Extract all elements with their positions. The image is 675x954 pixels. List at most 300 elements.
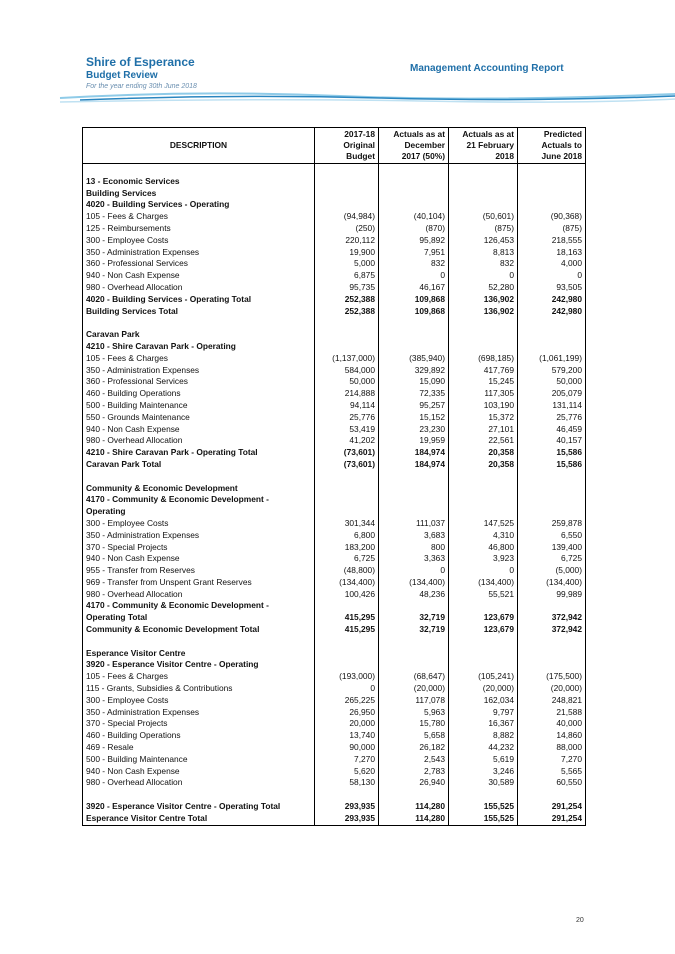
row-value <box>315 659 379 671</box>
row-value: 7,270 <box>315 754 379 766</box>
row-value: 20,358 <box>449 447 518 459</box>
row-value: 40,000 <box>518 718 586 730</box>
col-actuals-december: Actuals as at December 2017 (50%) <box>379 128 449 164</box>
row-value <box>449 317 518 329</box>
row-value <box>518 317 586 329</box>
row-value: 832 <box>449 258 518 270</box>
row-value: 95,257 <box>379 400 449 412</box>
row-value <box>379 659 449 671</box>
table-row <box>83 412 586 424</box>
section-heading-row <box>83 483 586 495</box>
row-value <box>518 176 586 188</box>
row-description: 3920 - Esperance Visitor Centre - Operating Total <box>83 801 315 813</box>
table-row <box>83 400 586 412</box>
row-description: Building Services Total <box>83 306 315 318</box>
section-heading-row <box>83 506 586 518</box>
row-description: 350 - Administration Expenses <box>83 530 315 542</box>
section-heading-row <box>83 341 586 353</box>
row-value: 123,679 <box>449 612 518 624</box>
table-row <box>83 471 586 483</box>
row-value: 8,813 <box>449 247 518 259</box>
row-description: 360 - Professional Services <box>83 376 315 388</box>
row-value: 117,078 <box>379 695 449 707</box>
row-value <box>315 600 379 612</box>
row-value <box>518 471 586 483</box>
row-value: 183,200 <box>315 542 379 554</box>
row-value: 6,875 <box>315 270 379 282</box>
row-value: (5,000) <box>518 565 586 577</box>
table-row <box>83 365 586 377</box>
table-row <box>83 317 586 329</box>
table-row <box>83 424 586 436</box>
row-value: (94,984) <box>315 211 379 223</box>
table-row <box>83 435 586 447</box>
row-value: (48,800) <box>315 565 379 577</box>
row-value: (40,104) <box>379 211 449 223</box>
row-description: 105 - Fees & Charges <box>83 353 315 365</box>
total-row <box>83 306 586 318</box>
row-description <box>83 636 315 648</box>
row-description <box>83 317 315 329</box>
row-value: 50,000 <box>315 376 379 388</box>
total-row <box>83 801 586 813</box>
row-value: 5,565 <box>518 766 586 778</box>
row-value <box>449 188 518 200</box>
row-value: (73,601) <box>315 459 379 471</box>
row-description: Community & Economic Development <box>83 483 315 495</box>
table-row <box>83 164 586 176</box>
row-value <box>379 329 449 341</box>
row-value: 242,980 <box>518 294 586 306</box>
row-value: 46,167 <box>379 282 449 294</box>
row-value: 40,157 <box>518 435 586 447</box>
row-value: (20,000) <box>449 683 518 695</box>
row-value: 5,658 <box>379 730 449 742</box>
row-value <box>379 471 449 483</box>
row-value: 136,902 <box>449 294 518 306</box>
table-body <box>83 164 586 826</box>
row-value: 3,923 <box>449 553 518 565</box>
row-description: 13 - Economic Services <box>83 176 315 188</box>
row-value: 114,280 <box>379 813 449 825</box>
table-row <box>83 270 586 282</box>
row-value <box>379 164 449 176</box>
table-row <box>83 589 586 601</box>
row-value: 48,236 <box>379 589 449 601</box>
total-row <box>83 813 586 825</box>
row-value: 0 <box>518 270 586 282</box>
table-row <box>83 683 586 695</box>
table-row <box>83 742 586 754</box>
table-row <box>83 553 586 565</box>
row-value: (73,601) <box>315 447 379 459</box>
total-row <box>83 294 586 306</box>
row-value: 20,358 <box>449 459 518 471</box>
row-value: 584,000 <box>315 365 379 377</box>
row-value: 114,280 <box>379 801 449 813</box>
row-value: 147,525 <box>449 518 518 530</box>
row-value: 131,114 <box>518 400 586 412</box>
row-value <box>518 329 586 341</box>
row-value: 100,426 <box>315 589 379 601</box>
row-description: 300 - Employee Costs <box>83 235 315 247</box>
row-description: Operating Total <box>83 612 315 624</box>
row-value: 0 <box>449 565 518 577</box>
row-description: 940 - Non Cash Expense <box>83 766 315 778</box>
row-description: Esperance Visitor Centre <box>83 648 315 660</box>
table-row <box>83 766 586 778</box>
row-value <box>379 648 449 660</box>
row-description: 4210 - Shire Caravan Park - Operating Total <box>83 447 315 459</box>
table-row <box>83 223 586 235</box>
header-wave-decoration <box>0 86 675 106</box>
row-value: 19,959 <box>379 435 449 447</box>
row-description: 105 - Fees & Charges <box>83 211 315 223</box>
row-description: 940 - Non Cash Expense <box>83 424 315 436</box>
row-value: 16,367 <box>449 718 518 730</box>
row-description: 940 - Non Cash Expense <box>83 270 315 282</box>
row-value <box>518 600 586 612</box>
row-value: 162,034 <box>449 695 518 707</box>
row-value: 50,000 <box>518 376 586 388</box>
row-description: 350 - Administration Expenses <box>83 707 315 719</box>
row-description: Building Services <box>83 188 315 200</box>
table-row <box>83 542 586 554</box>
row-value <box>379 600 449 612</box>
row-description <box>83 164 315 176</box>
row-value <box>449 659 518 671</box>
col-actuals-february: Actuals as at 21 February 2018 <box>449 128 518 164</box>
row-value <box>449 506 518 518</box>
row-value <box>315 506 379 518</box>
row-value: 95,735 <box>315 282 379 294</box>
row-value: 0 <box>379 270 449 282</box>
row-value: 184,974 <box>379 459 449 471</box>
section-heading-row <box>83 659 586 671</box>
row-value <box>315 494 379 506</box>
row-value: 93,505 <box>518 282 586 294</box>
row-value: 372,942 <box>518 612 586 624</box>
row-value: 126,453 <box>449 235 518 247</box>
row-value: 291,254 <box>518 813 586 825</box>
table-row <box>83 388 586 400</box>
row-value: 242,980 <box>518 306 586 318</box>
row-description: 980 - Overhead Allocation <box>83 282 315 294</box>
row-value: 46,800 <box>449 542 518 554</box>
total-row <box>83 624 586 636</box>
row-description: 4170 - Community & Economic Development - <box>83 494 315 506</box>
row-value <box>315 199 379 211</box>
row-value <box>449 600 518 612</box>
row-value: 27,101 <box>449 424 518 436</box>
row-value: 220,112 <box>315 235 379 247</box>
row-value <box>518 341 586 353</box>
table-row <box>83 565 586 577</box>
row-value: 23,230 <box>379 424 449 436</box>
row-value <box>518 648 586 660</box>
table-row <box>83 247 586 259</box>
table-row <box>83 718 586 730</box>
row-value <box>379 341 449 353</box>
row-description: Community & Economic Development Total <box>83 624 315 636</box>
row-value: (134,400) <box>379 577 449 589</box>
row-description: 500 - Building Maintenance <box>83 754 315 766</box>
row-value: (870) <box>379 223 449 235</box>
row-value: (20,000) <box>379 683 449 695</box>
row-value: 53,419 <box>315 424 379 436</box>
section-heading-row <box>83 176 586 188</box>
row-value <box>449 176 518 188</box>
row-value <box>315 341 379 353</box>
table-row <box>83 353 586 365</box>
row-value: (68,647) <box>379 671 449 683</box>
table-row <box>83 577 586 589</box>
row-description: 3920 - Esperance Visitor Centre - Operating <box>83 659 315 671</box>
row-value: 15,372 <box>449 412 518 424</box>
row-value: 117,305 <box>449 388 518 400</box>
row-value: 6,725 <box>518 553 586 565</box>
row-value <box>379 188 449 200</box>
row-description <box>83 471 315 483</box>
row-value: 32,719 <box>379 624 449 636</box>
row-value: 55,521 <box>449 589 518 601</box>
table-row <box>83 730 586 742</box>
row-description: 980 - Overhead Allocation <box>83 589 315 601</box>
total-row <box>83 459 586 471</box>
row-value: 3,363 <box>379 553 449 565</box>
row-value: (175,500) <box>518 671 586 683</box>
table-row <box>83 754 586 766</box>
table-row <box>83 789 586 801</box>
row-description: 955 - Transfer from Reserves <box>83 565 315 577</box>
row-value: 832 <box>379 258 449 270</box>
row-value: (20,000) <box>518 683 586 695</box>
table-row <box>83 707 586 719</box>
row-value <box>315 188 379 200</box>
row-value: 7,270 <box>518 754 586 766</box>
row-description: 469 - Resale <box>83 742 315 754</box>
row-value: 30,589 <box>449 777 518 789</box>
row-value: (105,241) <box>449 671 518 683</box>
row-value: 20,000 <box>315 718 379 730</box>
row-value: 259,878 <box>518 518 586 530</box>
row-value: 6,550 <box>518 530 586 542</box>
row-value <box>315 317 379 329</box>
row-value: 301,344 <box>315 518 379 530</box>
row-description: 4170 - Community & Economic Development - <box>83 600 315 612</box>
row-value <box>315 789 379 801</box>
row-value: 329,892 <box>379 365 449 377</box>
row-value: 111,037 <box>379 518 449 530</box>
total-row <box>83 612 586 624</box>
row-value: 218,555 <box>518 235 586 247</box>
row-value: 52,280 <box>449 282 518 294</box>
row-description: 969 - Transfer from Unspent Grant Reserves <box>83 577 315 589</box>
row-value: 293,935 <box>315 801 379 813</box>
row-value: 22,561 <box>449 435 518 447</box>
row-value <box>449 199 518 211</box>
row-description: 370 - Special Projects <box>83 718 315 730</box>
row-value: 18,163 <box>518 247 586 259</box>
row-value: (1,137,000) <box>315 353 379 365</box>
row-value: (50,601) <box>449 211 518 223</box>
row-value <box>518 506 586 518</box>
table-row <box>83 777 586 789</box>
row-value: 415,295 <box>315 612 379 624</box>
row-value: 252,388 <box>315 294 379 306</box>
row-value: 0 <box>379 565 449 577</box>
row-value: 9,797 <box>449 707 518 719</box>
row-value <box>379 483 449 495</box>
row-value <box>449 483 518 495</box>
row-description: 300 - Employee Costs <box>83 518 315 530</box>
row-value: 248,821 <box>518 695 586 707</box>
row-value: 5,963 <box>379 707 449 719</box>
row-value: 417,769 <box>449 365 518 377</box>
row-value: 25,776 <box>518 412 586 424</box>
row-value: (875) <box>518 223 586 235</box>
row-description: 500 - Building Maintenance <box>83 400 315 412</box>
row-value: 26,940 <box>379 777 449 789</box>
row-description: 4210 - Shire Caravan Park - Operating <box>83 341 315 353</box>
row-value: 3,246 <box>449 766 518 778</box>
report-period: For the year ending 30th June 2018 <box>86 83 197 90</box>
row-value: 6,800 <box>315 530 379 542</box>
row-value: 26,182 <box>379 742 449 754</box>
row-description: 980 - Overhead Allocation <box>83 435 315 447</box>
row-value: 252,388 <box>315 306 379 318</box>
row-value: (90,368) <box>518 211 586 223</box>
row-value: 0 <box>315 683 379 695</box>
row-value <box>518 188 586 200</box>
table-row <box>83 695 586 707</box>
row-value <box>449 789 518 801</box>
row-value: 0 <box>449 270 518 282</box>
row-value <box>518 494 586 506</box>
row-value: 265,225 <box>315 695 379 707</box>
row-value: 72,335 <box>379 388 449 400</box>
table-row <box>83 518 586 530</box>
row-value: (250) <box>315 223 379 235</box>
row-value: 155,525 <box>449 813 518 825</box>
col-original-budget: 2017-18 Original Budget <box>315 128 379 164</box>
row-value <box>315 164 379 176</box>
row-value: 5,619 <box>449 754 518 766</box>
row-value <box>379 199 449 211</box>
row-value <box>379 636 449 648</box>
row-description: Esperance Visitor Centre Total <box>83 813 315 825</box>
row-description: Caravan Park Total <box>83 459 315 471</box>
row-description: 105 - Fees & Charges <box>83 671 315 683</box>
row-value <box>518 789 586 801</box>
row-value: 14,860 <box>518 730 586 742</box>
table-row <box>83 211 586 223</box>
row-value <box>449 341 518 353</box>
row-value: (698,185) <box>449 353 518 365</box>
row-value <box>315 176 379 188</box>
row-value: 136,902 <box>449 306 518 318</box>
row-value: 13,740 <box>315 730 379 742</box>
row-description: 125 - Reimbursements <box>83 223 315 235</box>
row-value: 15,090 <box>379 376 449 388</box>
table-row <box>83 636 586 648</box>
row-value <box>315 483 379 495</box>
row-value: 21,588 <box>518 707 586 719</box>
row-value: 3,683 <box>379 530 449 542</box>
row-value: 123,679 <box>449 624 518 636</box>
row-value <box>315 471 379 483</box>
row-value <box>449 329 518 341</box>
row-value <box>518 164 586 176</box>
row-value: 5,000 <box>315 258 379 270</box>
row-value: 372,942 <box>518 624 586 636</box>
row-value <box>315 636 379 648</box>
row-value <box>518 483 586 495</box>
row-description: 550 - Grounds Maintenance <box>83 412 315 424</box>
row-value: 5,620 <box>315 766 379 778</box>
row-value: 800 <box>379 542 449 554</box>
table-row <box>83 376 586 388</box>
row-value: 32,719 <box>379 612 449 624</box>
report-title: Management Accounting Report <box>410 63 564 74</box>
report-subtitle: Budget Review <box>86 70 158 81</box>
row-value <box>518 659 586 671</box>
row-description <box>83 789 315 801</box>
row-value: 155,525 <box>449 801 518 813</box>
row-value: 7,951 <box>379 247 449 259</box>
row-value: 8,882 <box>449 730 518 742</box>
row-value: 26,950 <box>315 707 379 719</box>
row-description: 300 - Employee Costs <box>83 695 315 707</box>
row-value: 291,254 <box>518 801 586 813</box>
row-value: 4,310 <box>449 530 518 542</box>
section-heading-row <box>83 188 586 200</box>
row-value: 19,900 <box>315 247 379 259</box>
row-value: 15,586 <box>518 459 586 471</box>
section-heading-row <box>83 199 586 211</box>
row-description: 370 - Special Projects <box>83 542 315 554</box>
row-value: 58,130 <box>315 777 379 789</box>
total-row <box>83 447 586 459</box>
row-value: 88,000 <box>518 742 586 754</box>
row-value: 15,152 <box>379 412 449 424</box>
row-value: 95,892 <box>379 235 449 247</box>
row-value <box>449 494 518 506</box>
row-value: 6,725 <box>315 553 379 565</box>
col-description: DESCRIPTION <box>83 128 315 164</box>
row-description: 980 - Overhead Allocation <box>83 777 315 789</box>
row-description: 4020 - Building Services - Operating Total <box>83 294 315 306</box>
organisation-name: Shire of Esperance <box>86 55 195 69</box>
row-value: 46,459 <box>518 424 586 436</box>
row-value <box>379 789 449 801</box>
row-value: 139,400 <box>518 542 586 554</box>
row-value: 205,079 <box>518 388 586 400</box>
budget-review-table <box>82 127 586 826</box>
table-row <box>83 282 586 294</box>
row-value <box>449 471 518 483</box>
row-value: 44,232 <box>449 742 518 754</box>
section-heading-row <box>83 329 586 341</box>
row-value: 15,245 <box>449 376 518 388</box>
page-number: 20 <box>576 917 584 924</box>
row-description: 460 - Building Operations <box>83 388 315 400</box>
row-value: 15,586 <box>518 447 586 459</box>
row-value <box>315 329 379 341</box>
row-value: 94,114 <box>315 400 379 412</box>
row-description: 350 - Administration Expenses <box>83 365 315 377</box>
row-value <box>449 636 518 648</box>
